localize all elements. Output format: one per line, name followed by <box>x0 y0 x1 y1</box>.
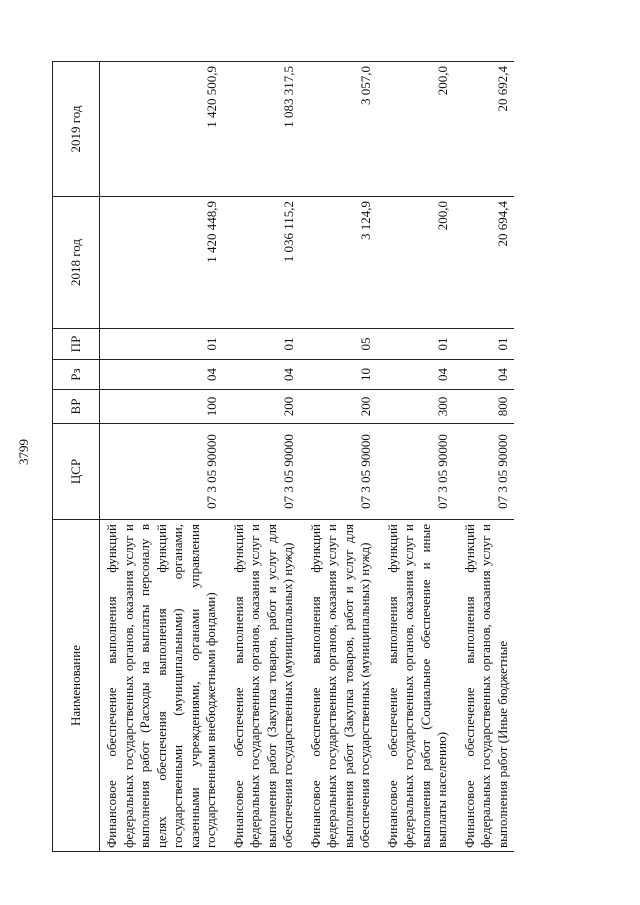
row-2018: 1 420 448,9 <box>100 197 223 329</box>
row-name: Финансовое обеспечение выполнения функций федеральных государственных органов, оказания услуг и выполнения работ (Закупка товаров, работ и услуг для обеспечения государственных (муниципальных) нужд) <box>300 520 377 852</box>
row-vr: 200 <box>223 390 300 424</box>
table-header <box>53 62 100 852</box>
table-body <box>100 62 515 852</box>
row-name: Финансовое обеспечение выполнения функций федеральных государственных органов, оказания услуг и выполнения работ (Расходы на выплаты персоналу в целях обеспечения выполнения функций государственными (муниципальными) органами, казенными учреждениями, органами управления государственными внебюджетными фондами) <box>100 520 223 852</box>
row-2018: 20 694,4 <box>454 197 515 329</box>
row-name: Финансовое обеспечение выполнения функций федеральных государственных органов, оказания услуг и выполнения работ (Иные бюджетные <box>454 520 515 852</box>
header-pr: ПР <box>53 329 100 360</box>
header-2018: 2018 год <box>53 197 100 329</box>
table-row <box>454 62 515 852</box>
row-csr: 07 3 05 90000 <box>454 424 515 520</box>
table-row <box>100 62 223 852</box>
page-number: 3799 <box>16 439 31 465</box>
row-vr: 200 <box>300 390 377 424</box>
row-rz: 04 <box>100 360 223 390</box>
table-row <box>377 62 454 852</box>
row-csr: 07 3 05 90000 <box>300 424 377 520</box>
table-row <box>300 62 377 852</box>
row-2019: 1 083 317,5 <box>223 62 300 197</box>
row-pr: 01 <box>377 329 454 360</box>
budget-table <box>52 61 514 852</box>
header-csr: ЦСР <box>53 424 100 520</box>
row-rz: 04 <box>377 360 454 390</box>
row-rz: 10 <box>300 360 377 390</box>
row-pr: 05 <box>300 329 377 360</box>
table-row <box>223 62 300 852</box>
row-2019: 200,0 <box>377 62 454 197</box>
row-pr: 01 <box>454 329 515 360</box>
header-name: Наименование <box>53 520 100 852</box>
row-csr: 07 3 05 90000 <box>377 424 454 520</box>
row-2019: 1 420 500,9 <box>100 62 223 197</box>
row-2019: 3 057,0 <box>300 62 377 197</box>
header-rz: Рз <box>53 360 100 390</box>
header-row <box>53 62 100 852</box>
row-name: Финансовое обеспечение выполнения функций федеральных государственных органов, оказания услуг и выполнения работ (Закупка товаров, работ и услуг для обеспечения государственных (муниципальных) нужд) <box>223 520 300 852</box>
row-csr: 07 3 05 90000 <box>223 424 300 520</box>
row-rz: 04 <box>223 360 300 390</box>
row-rz: 04 <box>454 360 515 390</box>
header-2019: 2019 год <box>53 62 100 197</box>
row-vr: 800 <box>454 390 515 424</box>
row-csr: 07 3 05 90000 <box>100 424 223 520</box>
header-vr: ВР <box>53 390 100 424</box>
row-vr: 300 <box>377 390 454 424</box>
row-pr: 01 <box>100 329 223 360</box>
row-name: Финансовое обеспечение выполнения функций федеральных государственных органов, оказания услуг и выполнения работ (Социальное обеспечение и иные выплаты населению) <box>377 520 454 852</box>
row-pr: 01 <box>223 329 300 360</box>
row-vr: 100 <box>100 390 223 424</box>
rotated-table-container <box>52 62 620 852</box>
row-2018: 3 124,9 <box>300 197 377 329</box>
row-2019: 20 692,4 <box>454 62 515 197</box>
row-2018: 1 036 115,2 <box>223 197 300 329</box>
row-2018: 200,0 <box>377 197 454 329</box>
